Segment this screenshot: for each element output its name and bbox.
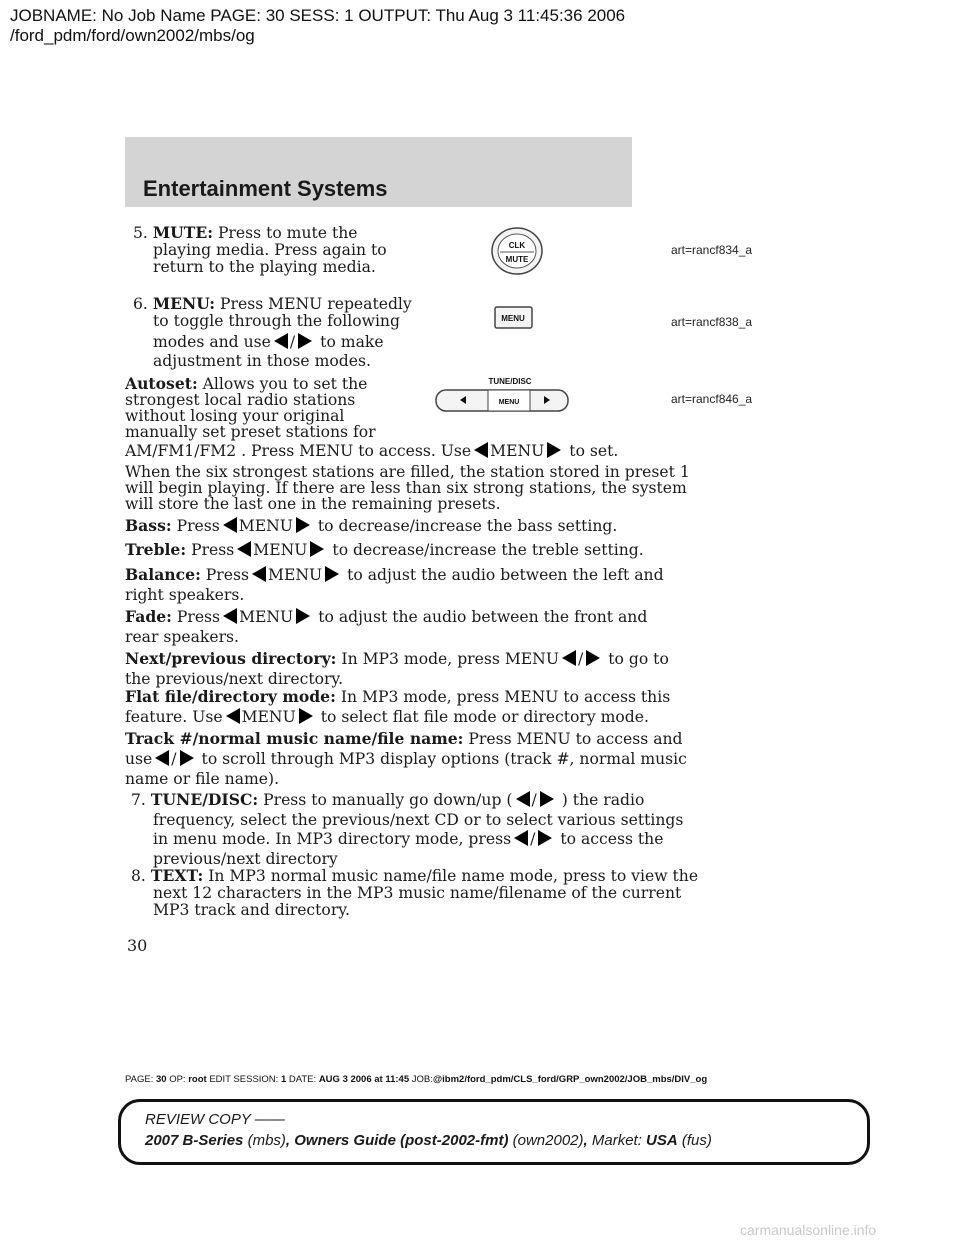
track-name-line-3: name or file name). — [125, 770, 280, 788]
review-copy-label: REVIEW COPY —— — [145, 1111, 285, 1128]
job-header-line-2: /ford_pdm/ford/own2002/mbs/og — [10, 26, 255, 45]
autoset-line-1: Autoset: Allows you to set the — [125, 374, 368, 393]
right-arrow-icon — [325, 566, 339, 582]
bass-term: Bass: — [125, 516, 172, 535]
left-arrow-icon — [226, 708, 240, 724]
tune-disc-label: TUNE/DISC — [488, 377, 532, 386]
menu-button-illustration — [494, 306, 534, 330]
tune-menu-label: MENU — [498, 399, 520, 406]
bass-line: Bass: Press MENU to decrease/increase the bass setting. — [125, 516, 618, 535]
fade-line-2: rear speakers. — [125, 628, 239, 646]
right-arrow-icon — [538, 830, 552, 846]
menu-item — [133, 295, 412, 313]
menu-text: Press MENU repeatedly — [220, 295, 412, 313]
track-name-line-2: use / to scroll through MP3 display options (track #, normal music — [125, 750, 687, 768]
mute-item — [133, 224, 358, 242]
tune-disc-line-2: frequency, select the previous/next CD or to select various settings — [153, 811, 684, 829]
right-arrow-icon — [296, 608, 310, 624]
mute-number: 5. — [133, 224, 148, 242]
review-copy-details: 2007 B-Series (mbs), Owners Guide (post-2002-fmt) (own2002), Market: USA (fus) — [145, 1132, 712, 1149]
menu-term: MENU: — [152, 294, 216, 313]
tune-disc-item: 7. TUNE/DISC: Press to manually go down/up ( / ) the radio — [131, 790, 645, 809]
left-arrow-icon — [155, 750, 169, 766]
mute-line-3: return to the playing media. — [153, 258, 376, 276]
autoset-line-2: strongest local radio stations — [125, 391, 356, 409]
right-arrow-icon — [298, 333, 312, 349]
clk-label: CLK — [508, 241, 526, 250]
text-item: 8. TEXT: In MP3 normal music name/file name mode, press to view the — [131, 866, 699, 885]
balance-line-2: right speakers. — [125, 586, 245, 604]
right-arrow-icon — [586, 650, 600, 666]
art-label-838: art=rancf838_a — [671, 315, 753, 329]
art-label-834: art=rancf834_a — [671, 243, 753, 257]
right-arrow-icon — [296, 517, 310, 533]
menu-line-4: adjustment in those modes. — [153, 352, 371, 370]
section-title: Entertainment Systems — [143, 176, 388, 201]
mute-text: Press to mute the — [217, 224, 358, 242]
tune-disc-button-illustration — [434, 374, 574, 414]
next-directory-term: Next/previous directory: — [125, 649, 337, 668]
right-arrow-icon — [299, 708, 313, 724]
balance-term: Balance: — [125, 565, 201, 584]
flat-file-term: Flat file/directory mode: — [125, 687, 336, 706]
next-directory-line-2: the previous/next directory. — [125, 670, 344, 688]
left-arrow-icon — [474, 442, 488, 458]
balance-line: Balance: Press MENU to adjust the audio between the left and — [125, 565, 664, 584]
fade-term: Fade: — [125, 607, 172, 626]
right-arrow-icon — [540, 791, 554, 807]
right-arrow-icon — [547, 442, 561, 458]
watermark: carmanualsonline.info — [740, 1222, 877, 1238]
tune-disc-line-4: previous/next directory — [153, 850, 338, 868]
footer-job-line: PAGE: 30 OP: root EDIT SESSION: 1 DATE: AUG 3 2006 at 11:45 JOB:@ibm2/ford_pdm/CLS_ford/GRP_own2002/JOB_mbs/DIV_og — [125, 1074, 708, 1085]
track-name-line: Track #/normal music name/file name: Press MENU to access and — [125, 729, 683, 748]
autoset-line-7: will begin playing. If there are less than six strong stations, the system — [125, 479, 687, 497]
mute-label: MUTE — [505, 255, 529, 264]
track-name-term: Track #/normal music name/file name: — [125, 729, 464, 748]
menu-label: MENU — [501, 314, 525, 323]
autoset-line-8: will store the last one in the remaining presets. — [125, 495, 501, 513]
tune-disc-line-3: in menu mode. In MP3 directory mode, press / to access the — [153, 830, 664, 848]
text-line-3: MP3 track and directory. — [153, 901, 350, 919]
left-arrow-icon — [514, 830, 528, 846]
clk-mute-button-illustration — [490, 226, 546, 276]
text-line-2: next 12 characters in the MP3 music name/filename of the current — [153, 884, 682, 902]
mute-term: MUTE: — [152, 223, 213, 242]
treble-term: Treble: — [125, 540, 187, 559]
autoset-line-3: without losing your original — [125, 407, 345, 425]
autoset-line-6: When the six strongest stations are filled, the station stored in preset 1 — [125, 463, 690, 481]
fade-line: Fade: Press MENU to adjust the audio between the front and — [125, 607, 648, 626]
menu-line-3: modes and use / to make — [153, 333, 384, 351]
left-arrow-icon — [562, 650, 576, 666]
treble-line: Treble: Press MENU to decrease/increase the treble setting. — [125, 540, 644, 559]
autoset-line-5: AM/FM1/FM2 . Press MENU to access. Use MENU to set. — [125, 442, 619, 460]
flat-file-line: Flat file/directory mode: In MP3 mode, press MENU to access this — [125, 687, 671, 706]
job-header-line-1: JOBNAME: No Job Name PAGE: 30 SESS: 1 OUTPUT: Thu Aug 3 11:45:36 2006 — [10, 6, 626, 25]
page-number: 30 — [127, 936, 148, 955]
mute-line-2: playing media. Press again to — [153, 241, 387, 259]
left-arrow-icon — [223, 517, 237, 533]
left-arrow-icon — [274, 333, 288, 349]
left-arrow-icon — [223, 608, 237, 624]
menu-number: 6. — [133, 295, 148, 313]
art-label-846: art=rancf846_a — [671, 392, 753, 406]
left-arrow-icon — [516, 791, 530, 807]
menu-line-2: to toggle through the following — [153, 312, 400, 330]
flat-file-line-2: feature. Use MENU to select flat file mode or directory mode. — [125, 708, 649, 726]
next-directory-line: Next/previous directory: In MP3 mode, press MENU / to go to — [125, 649, 669, 668]
text-term: TEXT: — [150, 866, 204, 885]
right-arrow-icon — [310, 541, 324, 557]
autoset-line-4: manually set preset stations for — [125, 423, 376, 441]
autoset-term: Autoset: — [125, 374, 198, 393]
left-arrow-icon — [237, 541, 251, 557]
left-arrow-icon — [252, 566, 266, 582]
right-arrow-icon — [180, 750, 194, 766]
tune-disc-term: TUNE/DISC: — [150, 790, 259, 809]
